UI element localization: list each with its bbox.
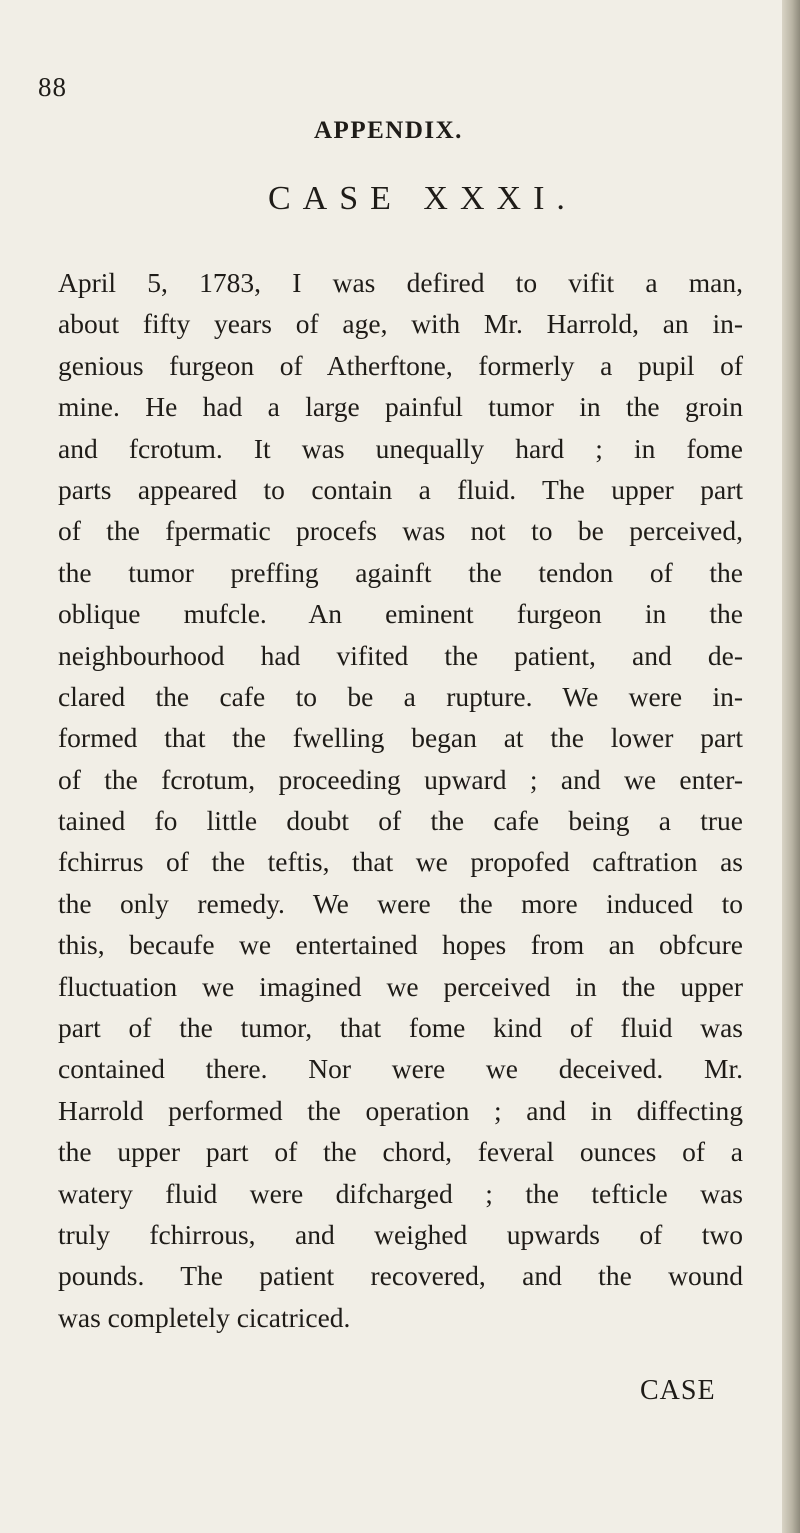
text-line: the upper part of the chord, feveral ounces of a — [58, 1136, 743, 1168]
text-line: clared the cafe to be a rupture. We were in- — [58, 680, 743, 712]
text-line: mine. He had a large painful tumor in the groin — [58, 391, 743, 423]
text-line: the tumor preffing againft the tendon of the — [58, 556, 743, 588]
text-line: of the fpermatic procefs was not to be perceived, — [58, 515, 743, 547]
text-line: formed that the fwelling began at the lower part — [58, 722, 743, 754]
text-line: contained there. Nor were we deceived. Mr. — [58, 1053, 743, 1085]
text-line: April 5, 1783, I was defired to vifit a man, — [58, 267, 743, 298]
page-number: 88 — [38, 72, 67, 102]
text-line: fluctuation we imagined we perceived in the upper — [58, 970, 743, 1002]
text-line: neighbourhood had vifited the patient, and de- — [58, 639, 743, 671]
text-line: truly fchirrous, and weighed upwards of two — [58, 1218, 743, 1250]
case-body — [58, 262, 743, 1338]
running-head: APPENDIX. — [314, 117, 463, 144]
text-line: fchirrus of the teftis, that we propofed caftration as — [58, 846, 743, 878]
catchword: CASE — [640, 1375, 716, 1406]
text-line: watery fluid were difcharged ; the tefticle was — [58, 1177, 743, 1209]
text-line: part of the tumor, that fome kind of fluid was — [58, 1012, 743, 1044]
case-title: CASE XXXI. — [268, 180, 577, 217]
text-line: about fifty years of age, with Mr. Harrold, an in- — [58, 308, 743, 340]
text-line: oblique mufcle. An eminent furgeon in the — [58, 598, 743, 630]
text-line: was completely cicatriced. — [58, 1301, 351, 1333]
text-line: pounds. The patient recovered, and the wound — [58, 1260, 743, 1292]
text-line: parts appeared to contain a fluid. The upper part — [58, 473, 743, 505]
text-line: Harrold performed the operation ; and in diffecting — [58, 1094, 743, 1126]
text-line: genious furgeon of Atherftone, formerly a pupil of — [58, 349, 743, 381]
text-line: the only remedy. We were the more induced to — [58, 887, 743, 919]
text-line: tained fo little doubt of the cafe being a true — [58, 805, 743, 837]
text-line: of the fcrotum, proceeding upward ; and we enter- — [58, 763, 743, 795]
page-edge — [782, 0, 800, 1533]
text-line: this, becaufe we entertained hopes from an obfcure — [58, 929, 743, 961]
text-line: and fcrotum. It was unequally hard ; in fome — [58, 432, 743, 464]
